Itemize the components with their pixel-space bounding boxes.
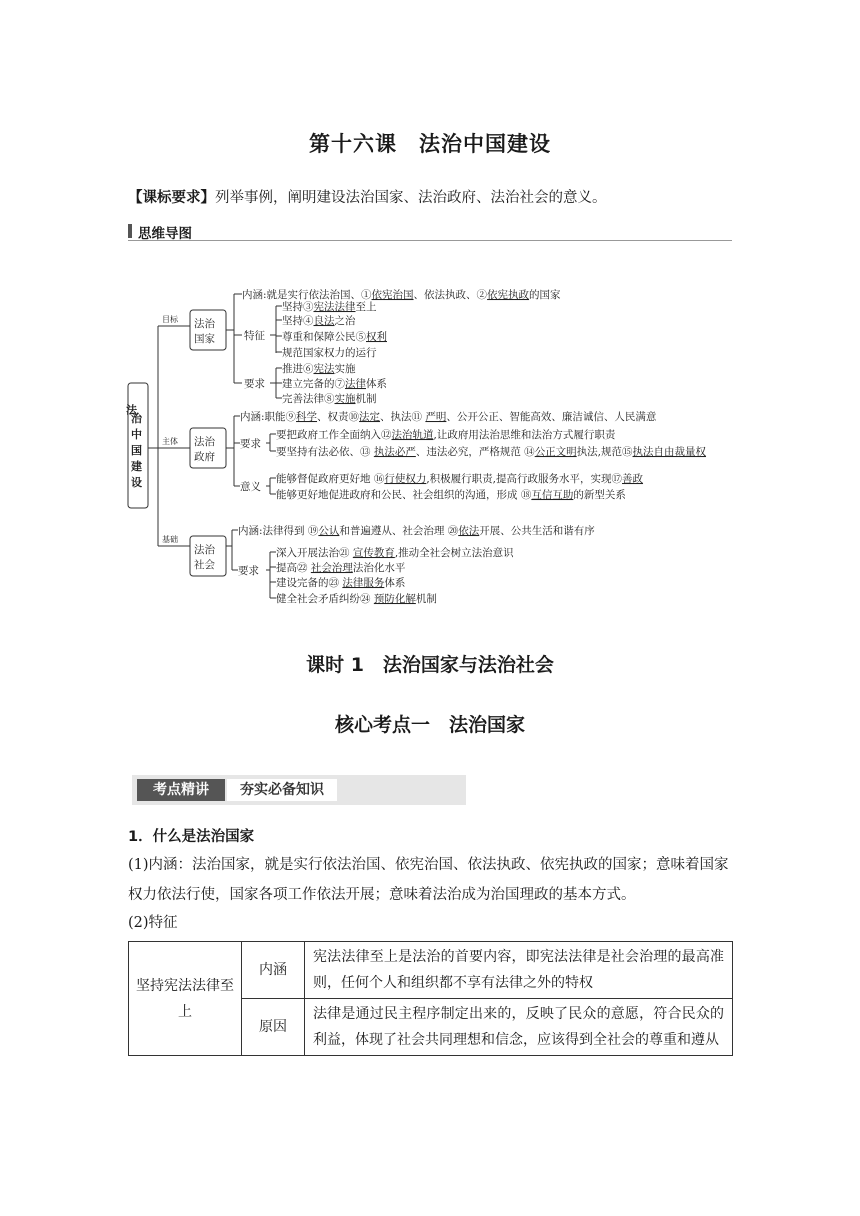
svg-text:要坚持有法必依、⑬ 执法必严、违法必究，严格规范 ⑭公正文明: 要坚持有法必依、⑬ 执法必严、违法必究，严格规范 ⑭公正文明执法,规范⑮执法自由裁量权	[276, 446, 707, 458]
svg-text:法治: 法治	[194, 318, 215, 330]
mindmap-header-label: 思维导图	[138, 226, 192, 242]
branch-label-subject: 主体	[162, 437, 178, 446]
svg-text:内涵:职能⑨科学、权责⑩法定、执法⑪ 严明、公开公正、智能高: 内涵:职能⑨科学、权责⑩法定、执法⑪ 严明、公开公正、智能高效、廉洁诚信、人民满意	[240, 411, 657, 423]
svg-text:要把政府工作全面纳入⑫法治轨道,让政府用法治思维和法治方式履: 要把政府工作全面纳入⑫法治轨道,让政府用法治思维和法治方式履行职责	[276, 429, 616, 441]
svg-text:推进⑥宪法实施: 推进⑥宪法实施	[282, 363, 356, 375]
svg-text:深入开展法治㉑ 宣传教育,推动全社会树立法治意识: 深入开展法治㉑ 宣传教育,推动全社会树立法治意识	[276, 547, 514, 559]
badge-dark-label: 考点精讲	[137, 779, 225, 801]
table-cell-text: 法律是通过民主程序制定出来的，反映了民众的意愿，符合民众的利益，体现了社会共同理想和信念，应该得到全社会的尊重和遵从	[305, 999, 733, 1056]
svg-text:坚持③宪法法律至上: 坚持③宪法法律至上	[282, 301, 377, 313]
svg-text:国: 国	[131, 444, 142, 457]
core-point-title: 核心考点一 法治国家	[334, 714, 525, 736]
curriculum-text: 列举事例，阐明建设法治国家、法治政府、法治社会的意义。	[215, 190, 607, 206]
branch-label-base: 基础	[162, 535, 178, 544]
svg-text:坚持④良法之治: 坚持④良法之治	[282, 315, 356, 327]
table-row-header: 坚持宪法法律至上	[129, 942, 242, 1056]
svg-text:法治: 法治	[194, 544, 215, 556]
table-row	[129, 942, 733, 999]
section-badge	[132, 775, 466, 805]
svg-text:尊重和保障公民⑤权利: 尊重和保障公民⑤权利	[282, 331, 387, 343]
lesson-title: 第十六课 法治中国建设	[309, 132, 551, 156]
curriculum-label: 【课标要求】	[128, 190, 215, 206]
svg-text:要求: 要求	[240, 438, 261, 450]
svg-text:要求: 要求	[238, 565, 259, 577]
svg-text:提高㉒ 社会治理法治化水平: 提高㉒ 社会治理法治化水平	[276, 562, 406, 574]
svg-text:能够督促政府更好地 ⑯行使权力,积极履行职责,提高行政服务水: 能够督促政府更好地 ⑯行使权力,积极履行职责,提高行政服务水平，实现⑰善政	[276, 473, 644, 485]
svg-text:政府: 政府	[194, 451, 215, 463]
svg-text:意义: 意义	[240, 481, 261, 493]
svg-text:健全社会矛盾纠纷㉔ 预防化解机制: 健全社会矛盾纠纷㉔ 预防化解机制	[276, 593, 437, 605]
svg-text:特征: 特征	[244, 330, 265, 342]
svg-text:设: 设	[131, 476, 142, 489]
svg-text:内涵:就是实行依法治国、①依宪治国、依法执政、②依宪执政的国: 内涵:就是实行依法治国、①依宪治国、依法执政、②依宪执政的国家	[242, 289, 561, 301]
svg-text:建立完备的⑦法律体系: 建立完备的⑦法律体系	[282, 378, 387, 390]
table-cell-label: 内涵	[242, 942, 305, 999]
svg-text:法治: 法治	[194, 436, 215, 448]
svg-text:建: 建	[131, 460, 142, 473]
branch-label-goal: 目标	[162, 315, 178, 324]
mind-map	[120, 280, 740, 610]
svg-text:内涵:法律得到 ⑲公认和普遍遵从、社会治理 ⑳依法开展、公共: 内涵:法律得到 ⑲公认和普遍遵从、社会治理 ⑳依法开展、公共生活和谐有序	[238, 525, 595, 537]
badge-light-label: 夯实必备知识	[227, 779, 337, 801]
root-label: 法	[124, 404, 138, 415]
table-cell-text: 宪法法律至上是法治的首要内容，即宪法法律是社会治理的最高准则，任何个人和组织都不享有法律之外的特权	[305, 942, 733, 999]
svg-text:国家: 国家	[194, 333, 215, 345]
section-paragraph: (1)内涵：法治国家，就是实行依法治国、依宪治国、依法执政、依宪执政的国家；意味着国家权力依法行使，国家各项工作依法开展；意味着法治成为治国理政的基本方式。	[128, 857, 729, 903]
svg-text:建设完备的㉓ 法律服务体系: 建设完备的㉓ 法律服务体系	[276, 577, 406, 589]
section-heading: 1．什么是法治国家	[128, 829, 255, 845]
mindmap-header	[128, 222, 732, 241]
period-title: 课时 1 法治国家与法治社会	[306, 654, 554, 676]
curriculum-requirement	[128, 186, 607, 207]
svg-text:能够更好地促进政府和公民、社会组织的沟通，形成 ⑱互信互助的: 能够更好地促进政府和公民、社会组织的沟通，形成 ⑱互信互助的新型关系	[276, 489, 626, 501]
header-bar	[128, 224, 132, 238]
svg-text:社会: 社会	[194, 559, 215, 571]
table-cell-label: 原因	[242, 999, 305, 1056]
svg-text:完善法律⑧实施机制: 完善法律⑧实施机制	[282, 393, 377, 405]
section-subheading: (2)特征	[128, 915, 178, 931]
svg-text:中: 中	[131, 428, 142, 441]
svg-text:治: 治	[131, 412, 142, 425]
svg-text:规范国家权力的运行: 规范国家权力的运行	[282, 347, 377, 359]
feature-table	[128, 941, 733, 1056]
svg-text:要求: 要求	[244, 378, 265, 390]
